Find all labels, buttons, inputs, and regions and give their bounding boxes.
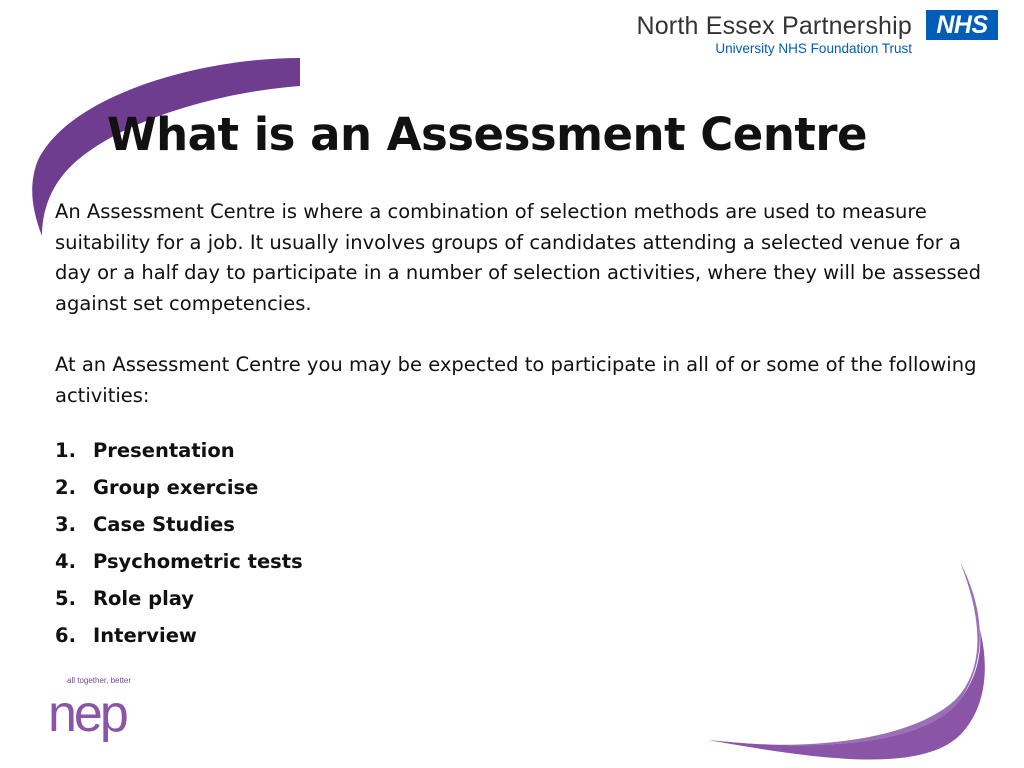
- list-item: [55, 617, 303, 654]
- list-item: [55, 580, 303, 617]
- activities-intro-paragraph: At an Assessment Centre you may be expected to participate in all of or some of the following activities:: [55, 353, 977, 407]
- list-number: 2.: [55, 476, 76, 499]
- list-number: 1.: [55, 439, 76, 462]
- list-label: Psychometric tests: [93, 550, 303, 573]
- nhs-logo: NHS: [926, 10, 998, 40]
- list-label: Presentation: [93, 439, 235, 462]
- nep-logo-word: nep: [48, 685, 126, 743]
- activities-list: [55, 432, 303, 654]
- intro-paragraph: An Assessment Centre is where a combination of selection methods are used to measure suitability for a job. It usually involves groups of candidates attending a selected venue for a day or a half day to participate in a number of selection activities, where they will be assessed against set competencies.: [55, 200, 982, 315]
- org-subtitle: University NHS Foundation Trust: [715, 41, 912, 56]
- list-number: 3.: [55, 513, 76, 536]
- list-label: Role play: [93, 587, 195, 610]
- list-item: [55, 432, 303, 469]
- decorative-swoosh-bottom: [640, 540, 1024, 768]
- list-item: [55, 543, 303, 580]
- slide-title: What is an Assessment Centre: [107, 108, 868, 161]
- nep-tagline: all together, better: [67, 676, 132, 685]
- list-label: Case Studies: [93, 513, 235, 536]
- list-number: 4.: [55, 550, 76, 573]
- list-item: [55, 506, 303, 543]
- list-number: 6.: [55, 624, 76, 647]
- org-name: North Essex Partnership: [636, 12, 912, 40]
- list-label: Interview: [93, 624, 197, 647]
- list-item: [55, 469, 303, 506]
- list-number: 5.: [55, 587, 76, 610]
- list-label: Group exercise: [93, 476, 259, 499]
